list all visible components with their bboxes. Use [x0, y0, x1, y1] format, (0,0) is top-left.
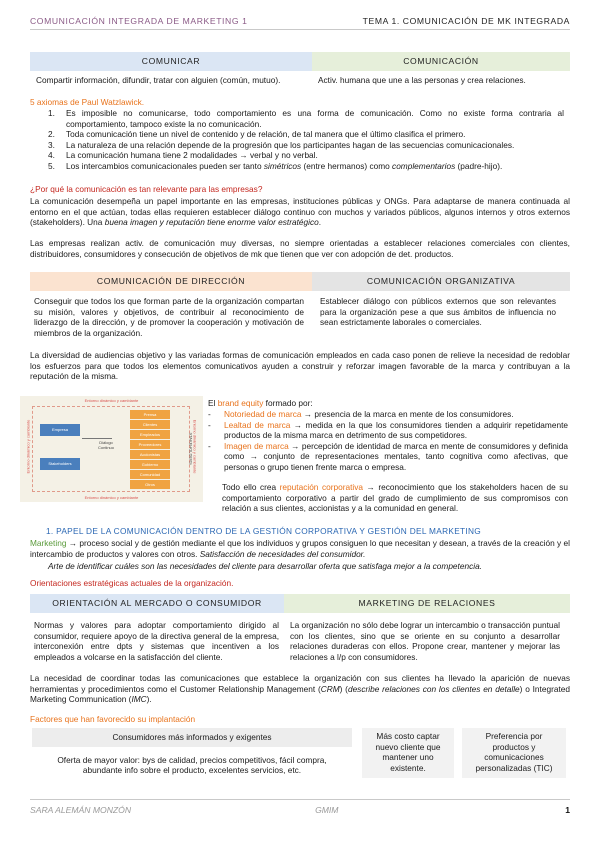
orientations-title: Orientaciones estratégicas actuales de la organización.: [30, 578, 234, 588]
page-number: 1: [565, 805, 570, 815]
footer-author: SARA ALEMÁN MONZÓN: [30, 805, 132, 815]
diagram-top-label: Entorno dinámico y cambiante: [84, 398, 139, 403]
diagram-stack-item: Accionistas: [130, 450, 170, 459]
diversity-paragraph: La diversidad de audiencias objetivo y las variadas formas de comunicación empleados en cada caso ponen de relieve la necesidad de redoblar los esfuerzos para que todos los elementos comunicativos ayuden a construir y reforzar imagen favorable de la marca y contribuyan a la reputación de la misma.: [30, 350, 570, 382]
comunicar-header-band: [30, 52, 570, 71]
factor-personalization: Preferencia por productos y comunicaciones personalizadas (TIC): [462, 728, 566, 778]
diagram-arrow: [82, 438, 112, 439]
relationship-marketing-heading: MARKETING DE RELACIONES: [284, 594, 570, 613]
brand-equity-intro: El brand equity formado por:: [208, 398, 313, 408]
footer-course: GMIM: [315, 805, 339, 815]
brand-item: - Imagen de marca → percepción de identidad de marca en mente de consumidores y definida como → conjunto de representaciones mentales, tanto cognitiva como afectivas, que personas o grupo tienen frente marca o empresa.: [208, 440, 568, 473]
market-orientation-heading: ORIENTACIÓN AL MERCADO O CONSUMIDOR: [30, 594, 284, 613]
why-paragraph-2: Las empresas realizan activ. de comunicación muy diversas, no siempre orientadas a establecer relaciones comerciales con clientes, distribuidores, consumidores y consecución de objetivos de mk que tienen que ver con adopción de det. productos.: [30, 238, 570, 259]
axiom-item: 3. La naturaleza de una relación depende de la progresión que los participantes hagan de las secuencias comunicacionales.: [48, 139, 515, 150]
diagram-stack-item: Proveedores: [130, 440, 170, 449]
factors-title: Factores que han favorecido su implantación: [30, 714, 196, 724]
comunicar-heading: COMUNICAR: [30, 52, 312, 71]
organizativa-text: Establecer diálogo con públicos externos que son relevantes para la organización pese a que sus ámbitos de influencia no sean estrictamente laborales o comerciales.: [320, 296, 556, 328]
marketing-definition: Marketing → proceso social y de gestión mediante el que los individuos y grupos consiguen lo que necesitan y desean, a través de la creación y el intercambio de productos y valores con otros. Satisfacción de necesidades del consumidor.: [30, 538, 570, 559]
factor-informed-text: Oferta de mayor valor: bys de calidad, precios competitivos, fácil compra, abundante info sobre el producto, excelentes servicios, etc.: [57, 754, 327, 776]
page-header: [30, 16, 570, 30]
comunicacion-heading: COMUNICACIÓN: [312, 52, 570, 71]
reputation-paragraph: Todo ello crea reputación corporativa → reconocimiento que los stakeholders hacen de su comportamiento corporativo a partir del grado de cumplimiento de sus compromisos con relación a sus clientes, accionistas y a la comunidad en general.: [222, 482, 568, 514]
why-paragraph-1: La comunicación desempeña un papel importante en las empresas, instituciones públicas y ONGs. Para adaptarse de manera continuada al entorno en el que actúan, todas ellas requieren establecer diálogo continuo con muchos y variados públicos, algunos internos y otros externos (stakeholders). Una buena imagen y reputación tiene enorme valor estratégico.: [30, 196, 570, 228]
diagram-stack-item: Clientes: [130, 420, 170, 429]
diagram-stack-item: Otros: [130, 480, 170, 489]
diagram-right-label: Entorno dinámico y cambiante: [192, 419, 198, 474]
axiom-item: 4. La comunicación humana tiene 2 modalidades → verbal y no verbal.: [48, 150, 318, 161]
brand-equity-list: [208, 409, 568, 473]
diagram-stack: [130, 410, 170, 490]
header-course-title: COMUNICACIÓN INTEGRADA DE MARKETING 1: [30, 16, 248, 26]
factor-acquisition-cost: Más costo captar nuevo cliente que mantener uno existente.: [362, 728, 454, 778]
factor-informed-consumers: [32, 728, 352, 780]
relationship-marketing-text: La organización no sólo debe lograr un intercambio o transacción puntual con los clientes, sino que se oriente en su conjunto a desarrollar relaciones duraderas con ellos. Propone crear, mantener y mejorar las relaciones a l/p con consumidores.: [290, 620, 560, 662]
diagram-company-box: Empresa: [40, 424, 80, 436]
crm-paragraph: La necesidad de coordinar todas las comunicaciones que establece la organización con sus clientes ha llevado la aparición de nuevas herramientas y procedimientos como el Customer Relationship Management (CRM) (describe relaciones con los clientes en detalle) o Integrated Marketing Communication (IMC).: [30, 673, 570, 705]
direccion-text: Conseguir que todos los que forman parte de la organización compartan su misión, valores y objetivos, de contribuir al reconocimiento de liderazgo de la dirección, y de promover la cooperación y motivación de miembros de la organización.: [34, 296, 304, 338]
comunicar-definition: Compartir información, difundir, tratar con alguien (común, mutuo).: [36, 75, 281, 85]
market-orientation-text: Normas y valores para adoptar comportamiento dirigido al consumidor, requiere apoyo de la directiva general de la empresa, interconexión entre dpts y sistemas que incentiven a los empleados a volcarse en la satisfacción del cliente.: [34, 620, 279, 662]
stakeholders-diagram: [20, 396, 203, 502]
diagram-stack-item: Comunidad: [130, 470, 170, 479]
axiom-item: 5. Los intercambios comunicacionales pueden ser tanto simétricos (entre hermanos) como complementarios (padre-hijo).: [48, 161, 503, 172]
axiom-item: 1. Es imposible no comunicarse, todo comportamiento es una forma de comunicación. Como no existe forma contraria al comportamiento, tampoco existe la no comunicación.: [48, 108, 564, 129]
page-footer: [30, 799, 570, 816]
marketing-art-note: Arte de identificar cuáles son las necesidades del cliente para desarrollar oferta que satisfaga mejor a la competencia.: [48, 561, 482, 571]
diagram-stack-item: Empleados: [130, 430, 170, 439]
header-topic-title: TEMA 1. COMUNICACIÓN DE MK INTEGRADA: [362, 16, 570, 26]
why-title: ¿Por qué la comunicación es tan relevante para las empresas?: [30, 184, 263, 194]
factor-informed-heading: Consumidores más informados y exigentes: [32, 728, 352, 747]
orientations-band: [30, 594, 570, 613]
diagram-vertical-label: STAKEHOLDERS: [188, 432, 194, 465]
diagram-stakeholders-box: Stakeholders: [40, 458, 80, 470]
diagram-center-label: Diálogo Continuo: [97, 440, 114, 451]
brand-item: - Lealtad de marca → medida en la que los consumidores tienden a adquirir repetidamente productos de la misma marca en detrimento de sus competidores.: [208, 419, 568, 441]
axiom-item: 2. Toda comunicación tiene un nivel de contenido y de relación, de tal manera que el último clasifica el primero.: [48, 129, 466, 140]
axioms-list: [48, 108, 564, 172]
comunicacion-definition: Activ. humana que une a las personas y crea relaciones.: [318, 75, 526, 85]
diagram-left-label: Entorno dinámico y cambiante: [25, 419, 31, 474]
communication-types-band: [30, 272, 570, 291]
section-1-title: 1. PAPEL DE LA COMUNICACIÓN DENTRO DE LA GESTIÓN CORPORATIVA Y GESTIÓN DEL MARKETING: [46, 526, 482, 536]
diagram-stack-item: Gobierno: [130, 460, 170, 469]
direccion-heading: COMUNICACIÓN DE DIRECCIÓN: [30, 272, 312, 291]
diagram-bottom-label: Entorno dinámico y cambiante: [84, 494, 139, 500]
organizativa-heading: COMUNICACIÓN ORGANIZATIVA: [312, 272, 570, 291]
axioms-title: 5 axiomas de Paul Watzlawick.: [30, 97, 145, 107]
diagram-stack-item: Prensa: [130, 410, 170, 419]
brand-item: - Notoriedad de marca → presencia de la marca en mente de los consumidores.: [208, 409, 514, 419]
